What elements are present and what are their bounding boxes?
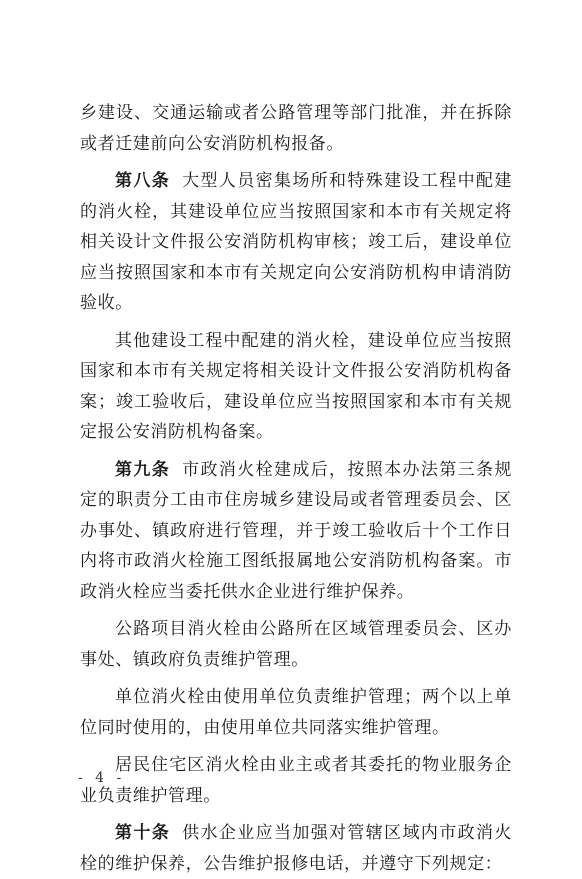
paragraph-article-8-2 bbox=[80, 326, 512, 448]
paragraph-text: 乡建设、交通运输或者公路管理等部门批准，并在拆除或者迁建前向公安消防机构报备。 bbox=[80, 103, 512, 154]
paragraph-article-9-3 bbox=[80, 682, 512, 743]
document-body bbox=[80, 98, 512, 879]
paragraph-article-9-4 bbox=[80, 750, 512, 811]
paragraph-text: 单位消火栓由使用单位负责维护管理；两个以上单位同时使用的，由使用单位共同落实维护管理。 bbox=[80, 687, 512, 738]
article-label: 第十条 bbox=[115, 823, 171, 843]
article-label: 第九条 bbox=[115, 459, 171, 480]
paragraph-text: 居民住宅区消火栓由业主或者其委托的物业服务企业负责维护管理。 bbox=[80, 755, 512, 806]
paragraph-continuation bbox=[80, 98, 512, 159]
paragraph-article-8 bbox=[80, 166, 512, 319]
paragraph-text: 市政消火栓建成后，按照本办法第三条规定的职责分工由市住房城乡建设局或者管理委员会、区办事处、镇政府进行管理，并于竣工验收后十个工作日内将市政消火栓施工图纸报属地公安消防机构备案。市政消火栓应当委托供水企业进行维护保养。 bbox=[80, 459, 512, 602]
article-label: 第八条 bbox=[115, 171, 171, 191]
paragraph-text: 供水企业应当加强对管辖区域内市政消火栓的维护保养，公告维护报修电话，并遵守下列规定： bbox=[80, 823, 512, 874]
paragraph-article-9-2 bbox=[80, 614, 512, 675]
paragraph-article-9 bbox=[80, 455, 512, 608]
paragraph-text: 大型人员密集场所和特殊建设工程中配建的消火栓，其建设单位应当按照国家和本市有关规定将相关设计文件报公安消防机构审核；竣工后，建设单位应当按照国家和本市有关规定向公安消防机构申请消防验收。 bbox=[80, 171, 512, 313]
page-number: - 4 - bbox=[78, 770, 126, 786]
paragraph-text: 公路项目消火栓由公路所在区域管理委员会、区办事处、镇政府负责维护管理。 bbox=[80, 619, 512, 670]
paragraph-text: 其他建设工程中配建的消火栓，建设单位应当按照国家和本市有关规定将相关设计文件报公安消防机构备案；竣工验收后，建设单位应当按照国家和本市有关规定报公安消防机构备案。 bbox=[80, 330, 512, 442]
